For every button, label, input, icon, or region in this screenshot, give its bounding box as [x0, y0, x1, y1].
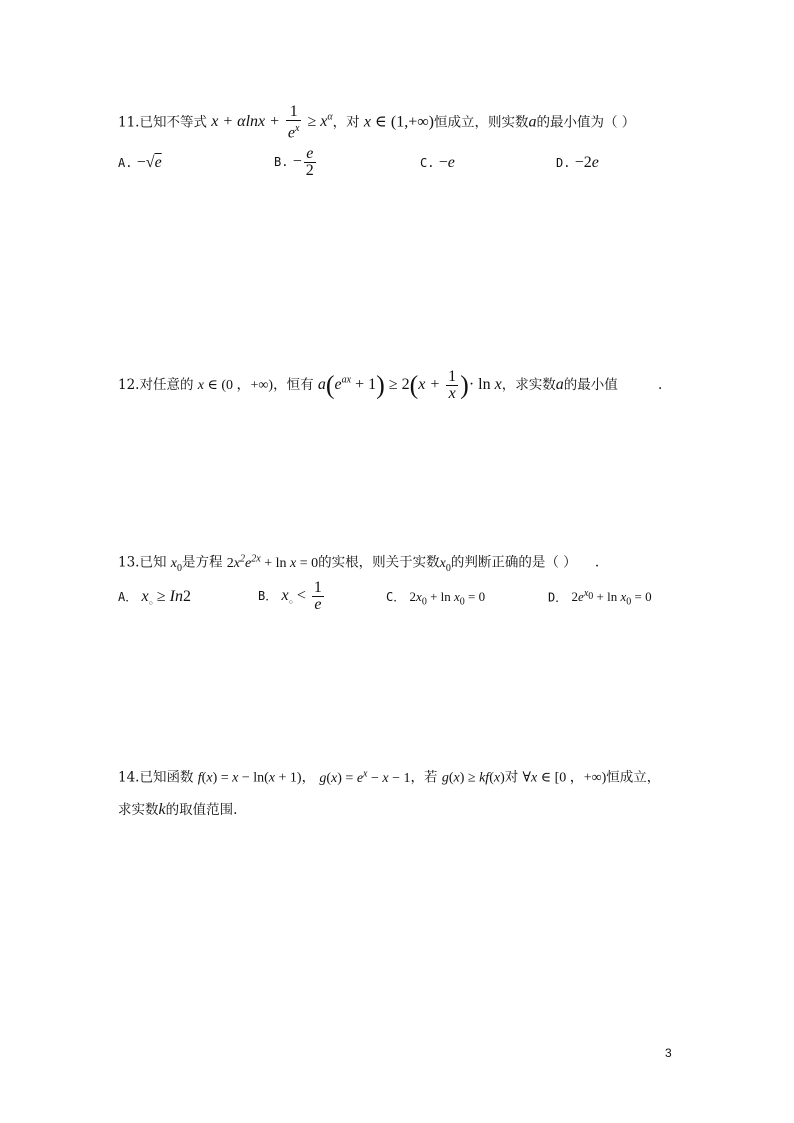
root-variable: $x_0$	[170, 555, 182, 574]
option-d[interactable]: D. −2e	[556, 154, 599, 171]
question-text: 已知	[139, 554, 167, 571]
interval-formula: ∀x ∈ [0 ，+∞)	[522, 770, 607, 786]
question-14: 14.已知函数 f(x) = x − ln(x + 1)， $g(x) = e^x - x - 1$，若 g(x) ≥ kf(x)对 ∀x ∈ [0 ，+∞)恒成立，	[118, 768, 661, 786]
option-b[interactable]: B. − $\frac{e}{2}$	[274, 146, 318, 179]
question-14-line-2: 求实数k的取值范围.	[118, 801, 238, 818]
inequality-formula: x + αlnx + $\frac{1}{e^x}$ ≥ $x^\alpha$	[211, 103, 333, 142]
option-b-value: $x_○$ < $\frac{1}{e}$	[281, 579, 322, 613]
question-number: 13.	[118, 554, 140, 571]
page-number: 3	[665, 1046, 672, 1060]
domain-formula: x ∈ (0 ，+∞)	[197, 378, 274, 394]
option-b[interactable]: B． $x_○$ < $\frac{1}{e}$	[258, 580, 326, 613]
question-number: 14.	[118, 769, 140, 786]
option-c[interactable]: C. −e	[420, 154, 455, 171]
interval-formula: x ∈ (1,+∞)	[363, 113, 434, 131]
option-d-value: −2e	[574, 154, 599, 171]
option-c-value: −e	[438, 154, 455, 171]
question-13: 13.已知 $x_0$是方程 $2x^2e^{2x} + \ln x = 0$的实根，则关于实数$x_0$的判断正确的是（ ） .	[118, 553, 600, 574]
option-c[interactable]: C． $2x_0 + \ln x_0 = 0$	[386, 589, 486, 608]
equation-formula: $2x^2e^{2x} + \ln x = 0$	[226, 553, 319, 571]
option-c-value: $2x_0 + \ln x_0 = 0$	[409, 589, 486, 608]
question-text: 对任意的	[139, 377, 194, 394]
question-number: 12.	[118, 377, 140, 394]
option-d-value: $2e^{x_0} + \ln x_0 = 0$	[571, 588, 652, 608]
option-a-value: −√e	[136, 154, 162, 171]
question-text: 已知不等式	[139, 114, 207, 131]
option-d[interactable]: D． $2e^{x_0} + \ln x_0 = 0$	[548, 588, 652, 608]
option-a[interactable]: A． $x_○ \ge In2$	[118, 588, 191, 608]
option-a[interactable]: A. −√e	[118, 154, 162, 171]
function-g: $g(x) = e^x - x - 1$	[319, 768, 411, 786]
question-number: 11.	[118, 114, 140, 131]
function-f: f(x) = x − ln(x + 1)	[197, 770, 302, 786]
question-text: 已知函数	[139, 769, 194, 786]
question-11: 11.已知不等式 x + αlnx + $\frac{1}{e^x}$ ≥ $x^\alpha$，对 x ∈ (1,+∞)恒成立，则实数a的最小值为（ ）	[118, 103, 636, 142]
inequality-formula: $a(e^{ax} + 1) \ge 2(x$ + $\frac{1}{x}$ )· ln x	[317, 368, 502, 402]
option-a-value: $x_○ \ge In2$	[141, 588, 191, 608]
question-12: 12.对任意的 x ∈ (0 ，+∞)，恒有 $a(e^{ax} + 1) \ge 2(x$ + $\frac{1}{x}$ )· ln x，求实数a的最小值 .	[118, 368, 663, 402]
inequality-formula: g(x) ≥ kf(x)	[441, 770, 505, 786]
option-b-value: − $\frac{e}{2}$	[292, 145, 314, 179]
